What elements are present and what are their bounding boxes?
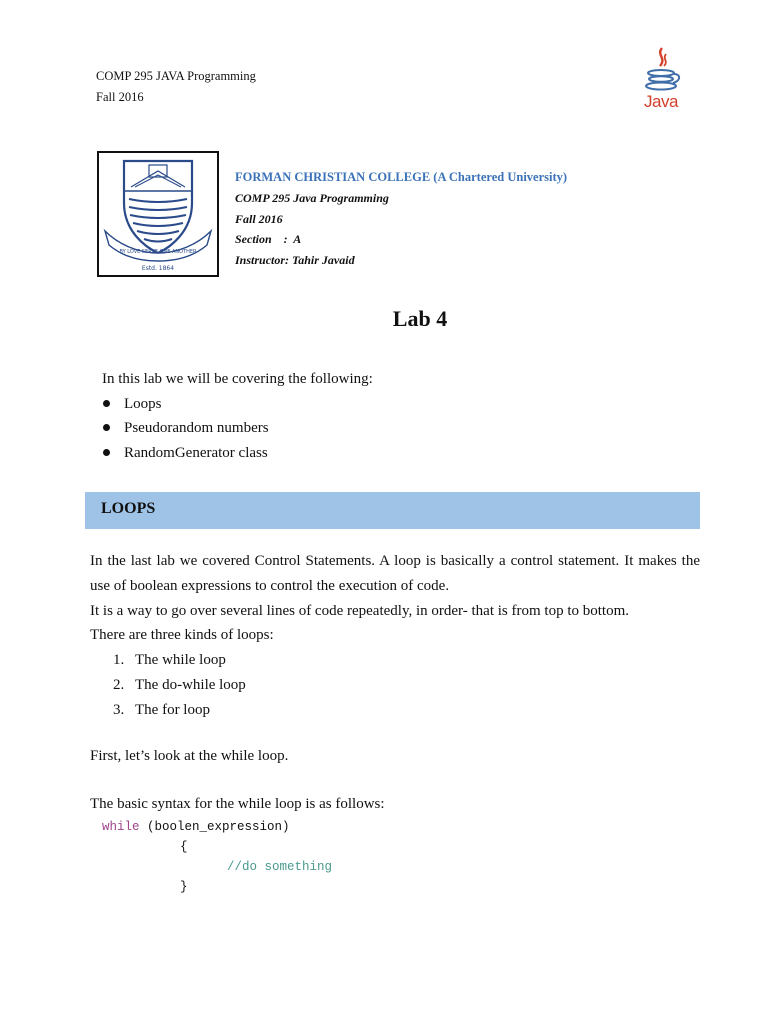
info-term: Fall 2016	[235, 212, 283, 226]
page-title: Lab 4	[392, 306, 448, 331]
list-item: The do-while loop	[135, 677, 246, 693]
bullet-item: Loops	[124, 396, 162, 412]
section-heading-bar	[85, 492, 700, 529]
code-condition: (boolen_expression)	[139, 820, 290, 834]
java-logo	[636, 46, 686, 116]
paragraph-definition: It is a way to go over several lines of code repeatedly, in order- that is from top to bottom.	[90, 603, 629, 619]
bullet-item: Pseudorandom numbers	[124, 420, 269, 436]
code-line-while	[102, 820, 290, 834]
list-item: The while loop	[135, 652, 226, 668]
java-cup-icon	[636, 46, 686, 94]
info-instructor: Instructor: Tahir Javaid	[235, 253, 355, 267]
code-close-brace: }	[180, 880, 188, 894]
header-course: COMP 295 JAVA Programming	[96, 69, 256, 83]
code-comment: //do something	[227, 860, 333, 874]
crest-motto: BY LOVE SERVE ONE ANOTHER	[119, 249, 197, 255]
header-term: Fall 2016	[96, 90, 144, 104]
list-number: 3.	[113, 702, 125, 718]
info-course: COMP 295 Java Programming	[235, 191, 389, 205]
bullet-dot	[103, 424, 110, 431]
list-number: 2.	[113, 677, 125, 693]
paragraph-intro: In the last lab we covered Control Statements. A loop is basically a control statement. It makes the use of boolean expressions to control the execution of code.	[90, 553, 700, 594]
crest-established: Estd. 1864	[141, 265, 175, 272]
paragraph-while-intro: First, let’s look at the while loop.	[90, 748, 289, 764]
section-heading: LOOPS	[101, 500, 156, 517]
bullet-dot	[103, 449, 110, 456]
code-keyword: while	[102, 820, 140, 834]
list-item: The for loop	[135, 702, 210, 718]
paragraph-kinds: There are three kinds of loops:	[90, 627, 274, 643]
bullet-dot	[103, 400, 110, 407]
paragraph-syntax: The basic syntax for the while loop is as follows:	[90, 796, 385, 812]
java-logo-text: Java	[644, 92, 678, 111]
crest-shield-icon	[99, 153, 217, 275]
list-number: 1.	[113, 652, 125, 668]
info-section: Section : A	[235, 232, 302, 246]
college-name: FORMAN CHRISTIAN COLLEGE (A Chartered University)	[235, 170, 568, 184]
bullet-item: RandomGenerator class	[124, 445, 268, 461]
code-open-brace: {	[180, 840, 188, 854]
intro-lead: In this lab we will be covering the following:	[102, 371, 373, 387]
college-crest	[97, 151, 219, 277]
